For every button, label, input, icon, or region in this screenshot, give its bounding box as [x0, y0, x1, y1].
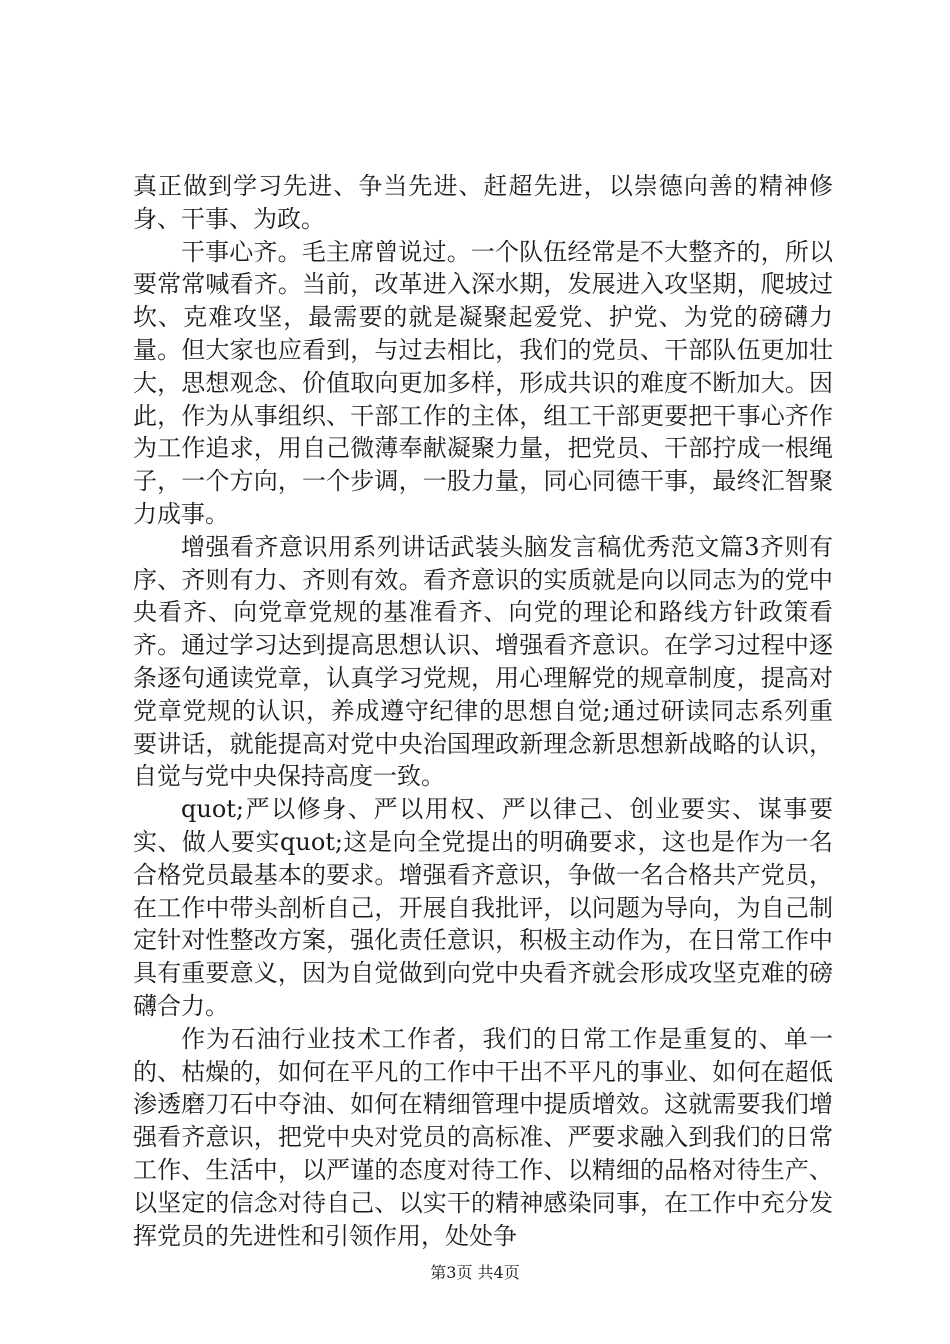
paragraph-three-stricts: quot;严以修身、严以用权、严以律己、创业要实、谋事要实、做人要实quot;这是向全党提出的明确要求，这也是作为一名合格党员最基本的要求。增强看齐意识，争做一名合格共产党员，在工作中带头剖析自己，开展自我批评，以问题为导向，为自己制定针对性整改方案，强化责任意识，积极主动作为，在日常工作中具有重要意义，因为自觉做到向党中央看齐就会形成攻坚克难的磅礴合力。: [133, 795, 833, 1020]
paragraph-continuation: 真正做到学习先进、争当先进、赶超先进，以崇德向善的精神修身、干事、为政。: [133, 172, 833, 233]
paragraph-alignment-awareness: 增强看齐意识用系列讲话武装头脑发言稿优秀范文篇3齐则有序、齐则有力、齐则有效。看齐意识的实质就是向以同志为的党中央看齐、向党章党规的基准看齐、向党的理论和路线方针政策看齐。通过学习达到提高思想认识、增强看齐意识。在学习过程中逐条逐句通读党章，认真学习党规，用心理解党的规章制度，提高对党章党规的认识，养成遵守纪律的思想自觉;通过研读同志系列重要讲话，就能提高对党中央治国理政新理念新思想新战略的认识，自觉与党中央保持高度一致。: [133, 532, 833, 791]
page-number-footer: 第3页 共4页: [430, 1263, 520, 1282]
paragraph-oil-industry: 作为石油行业技术工作者，我们的日常工作是重复的、单一的、枯燥的，如何在平凡的工作中干出不平凡的事业、如何在超低渗透磨刀石中夺油、如何在精细管理中提质增效。这就需要我们增强看齐意识，把党中央对党员的高标准、严要求融入到我们的日常工作、生活中，以严谨的态度对待工作、以精细的品格对待生产、以坚定的信念对待自己、以实干的精神感染同事，在工作中充分发挥党员的先进性和引领作用，处处争: [133, 1024, 833, 1250]
paragraph-unity: 干事心齐。毛主席曾说过。一个队伍经常是不大整齐的，所以要常常喊看齐。当前，改革进入深水期，发展进入攻坚期，爬坡过坎、克难攻坚，最需要的就是凝聚起爱党、护党、为党的磅礴力量。但大家也应看到，与过去相比，我们的党员、干部队伍更加壮大，思想观念、价值取向更加多样，形成共识的难度不断加大。因此，作为从事组织、干部工作的主体，组工干部更要把干事心齐作为工作追求，用自己微薄奉献凝聚力量，把党员、干部拧成一根绳子，一个方向，一个步调，一股力量，同心同德干事，最终汇智聚力成事。: [133, 237, 833, 528]
document-body: [133, 170, 833, 1252]
